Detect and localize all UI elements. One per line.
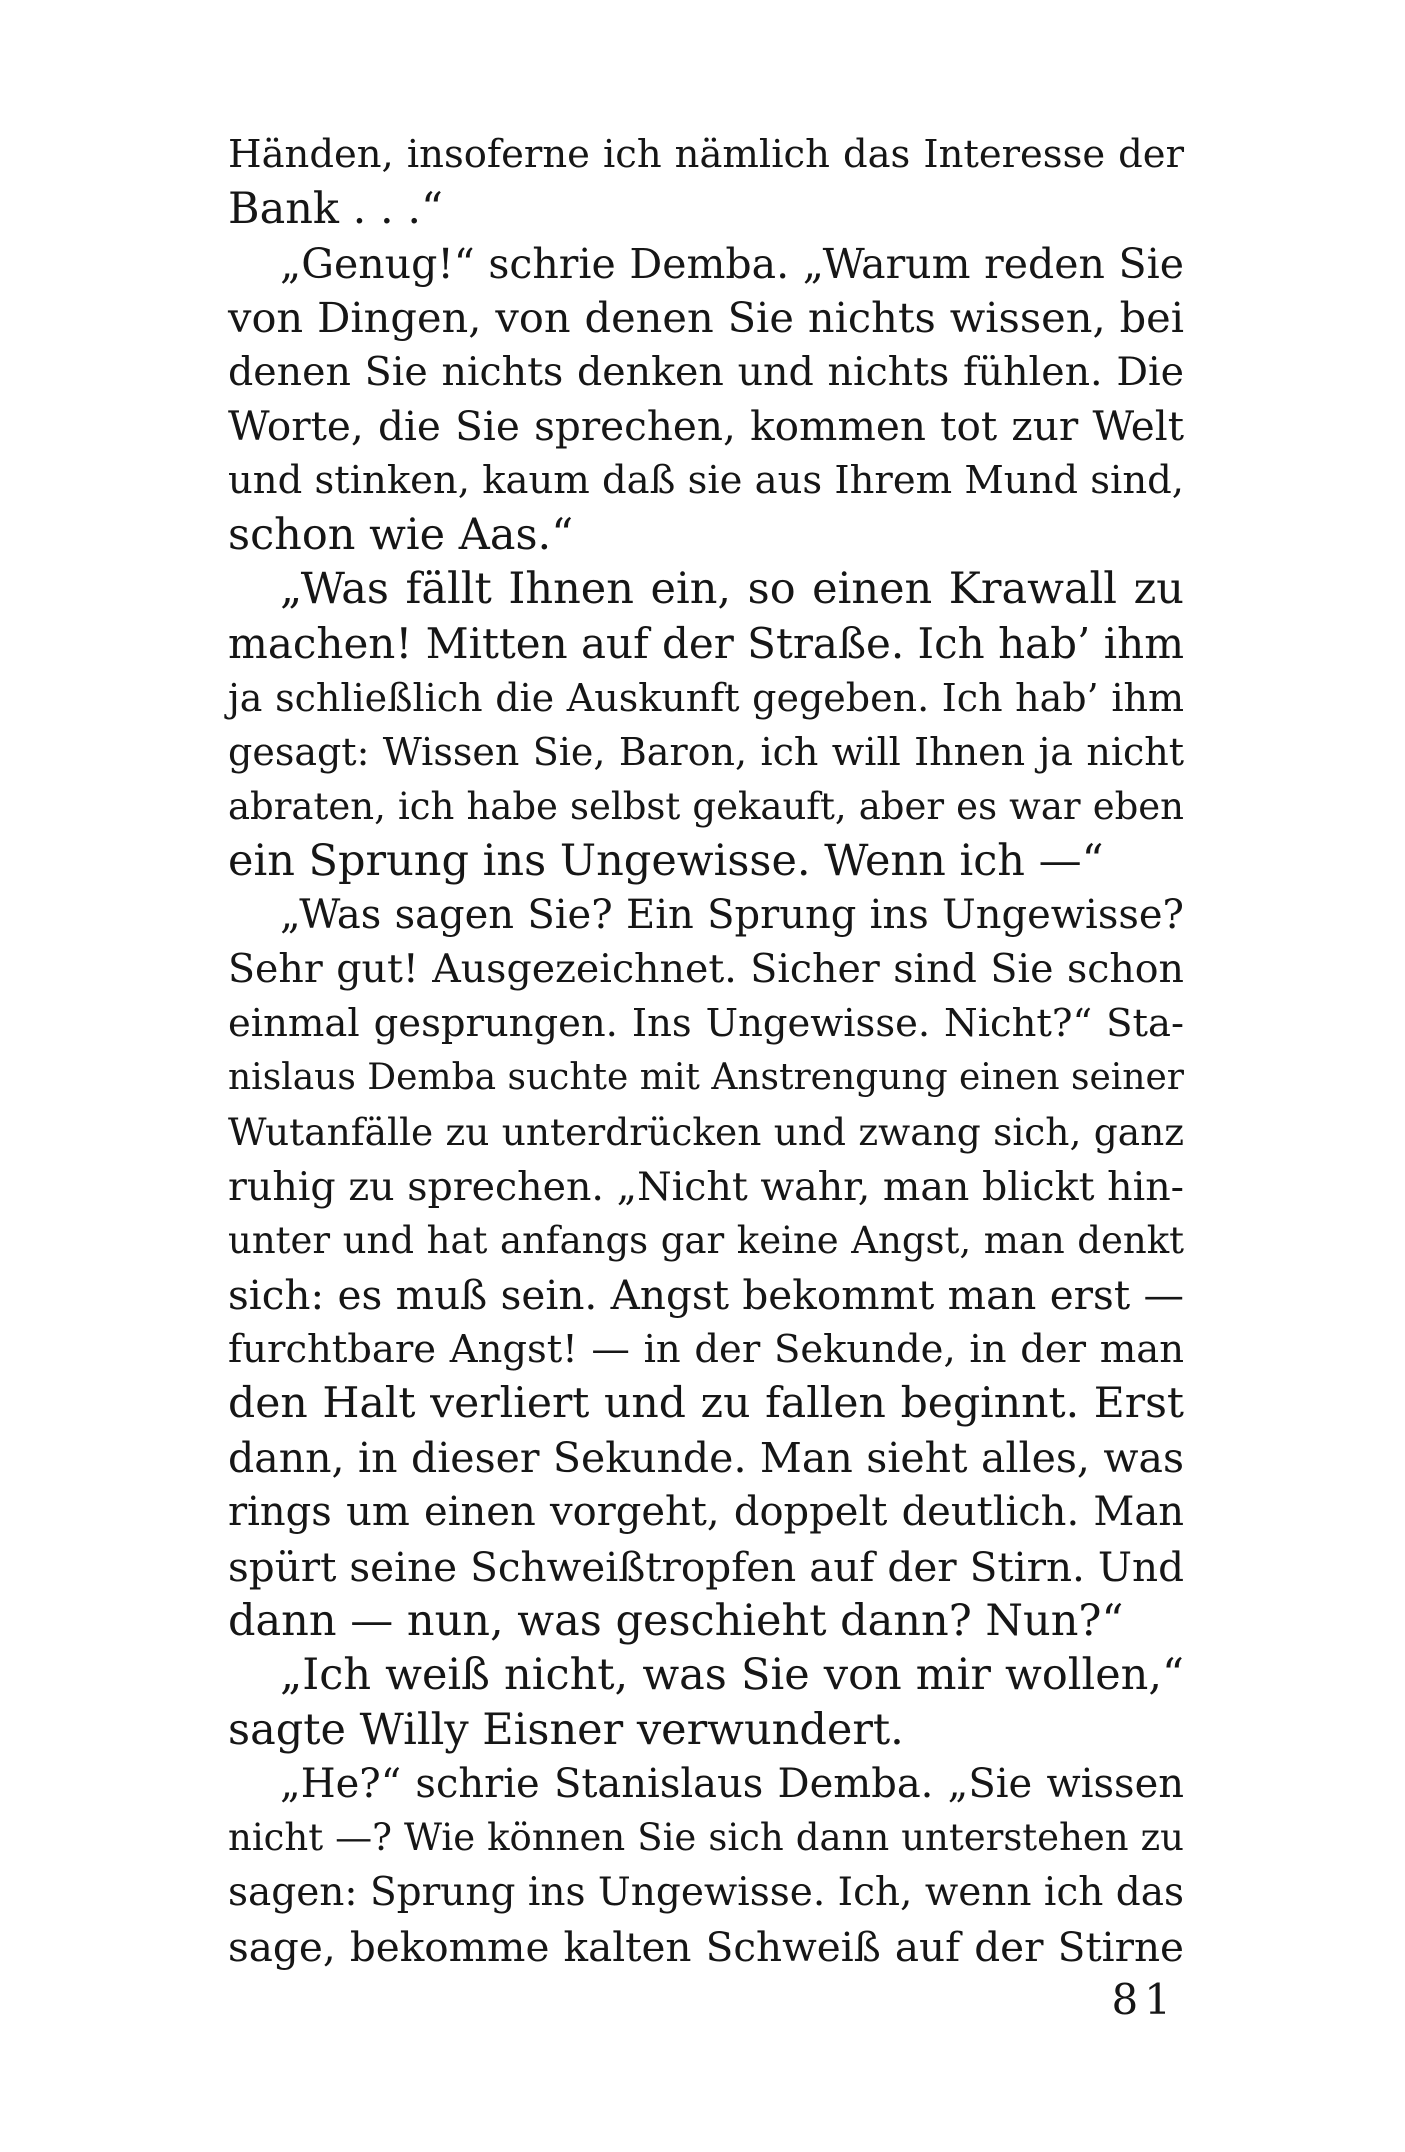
- text-line: spürt seine Schweißtropfen auf der Stirn. Und: [228, 1542, 1184, 1591]
- text-line: Händen, insoferne ich nämlich das Interesse der: [228, 132, 1184, 177]
- text-line: dann — nun, was geschieht dann? Nun?“: [228, 1596, 1124, 1647]
- text-line: sagte Willy Eisner verwundert.: [228, 1704, 904, 1755]
- text-line: machen! Mitten auf der Straße. Ich hab’ ihm: [228, 618, 1185, 668]
- text-line: ja schließlich die Auskunft gegeben. Ich hab’ ihm: [228, 675, 1184, 720]
- text-line: ein Sprung ins Ungewisse. Wenn ich —“: [228, 835, 1104, 886]
- text-line: Sehr gut! Ausgezeichnet. Sicher sind Sie schon: [228, 946, 1184, 993]
- text-line: ruhig zu sprechen. „Nicht wahr, man blickt hin-: [228, 1163, 1184, 1210]
- text-line: dann, in dieser Sekunde. Man sieht alles, was: [228, 1434, 1184, 1483]
- text-line: nicht —? Wie können Sie sich dann unterstehen zu: [228, 1816, 1184, 1860]
- text-line: Bank . . .“: [228, 184, 443, 235]
- text-line: „He?“ schrie Stanislaus Demba. „Sie wissen: [280, 1760, 1184, 1807]
- text-line: „Ich weiß nicht, was Sie von mir wollen,“: [280, 1650, 1184, 1701]
- text-line: unter und hat anfangs gar keine Angst, man denkt: [228, 1218, 1184, 1262]
- text-line: „Was fällt Ihnen ein, so einen Krawall zu: [280, 564, 1184, 615]
- text-line: sage, bekomme kalten Schweiß auf der Stirne: [228, 1922, 1184, 1971]
- text-line: nislaus Demba suchte mit Anstrengung einen seiner: [228, 1057, 1184, 1099]
- text-line: abraten, ich habe selbst gekauft, aber es war eben: [228, 784, 1184, 828]
- text-line: einmal gesprungen. Ins Ungewisse. Nicht?“ Sta-: [228, 1000, 1184, 1046]
- text-line: Wutanfälle zu unterdrücken und zwang sich, ganz: [228, 1110, 1184, 1155]
- text-line: sagen: Sprung ins Ungewisse. Ich, wenn ich das: [228, 1869, 1184, 1915]
- text-line: den Halt verliert und zu fallen beginnt. Erst: [228, 1378, 1184, 1428]
- text-line: und stinken, kaum daß sie aus Ihrem Mund sind,: [228, 457, 1184, 503]
- text-line: denen Sie nichts denken und nichts fühlen. Die: [228, 349, 1184, 396]
- text-line: Worte, die Sie sprechen, kommen tot zur Welt: [228, 402, 1184, 451]
- text-line: sich: es muß sein. Angst bekommt man erst —: [228, 1271, 1184, 1320]
- text-line: gesagt: Wissen Sie, Baron, ich will Ihnen ja nicht: [228, 730, 1184, 775]
- text-line: „Genug!“ schrie Demba. „Warum reden Sie: [280, 239, 1184, 288]
- text-line: rings um einen vorgeht, doppelt deutlich. Man: [228, 1489, 1184, 1536]
- text-line: von Dingen, von denen Sie nichts wissen, bei: [228, 292, 1184, 342]
- text-line: schon wie Aas.“: [228, 510, 574, 561]
- body-text: [228, 128, 1184, 1974]
- text-line: „Was sagen Sie? Ein Sprung ins Ungewisse?: [280, 892, 1184, 939]
- text-line: furchtbare Angst! — in der Sekunde, in der man: [228, 1326, 1184, 1372]
- page-number: 81: [1111, 1975, 1177, 2024]
